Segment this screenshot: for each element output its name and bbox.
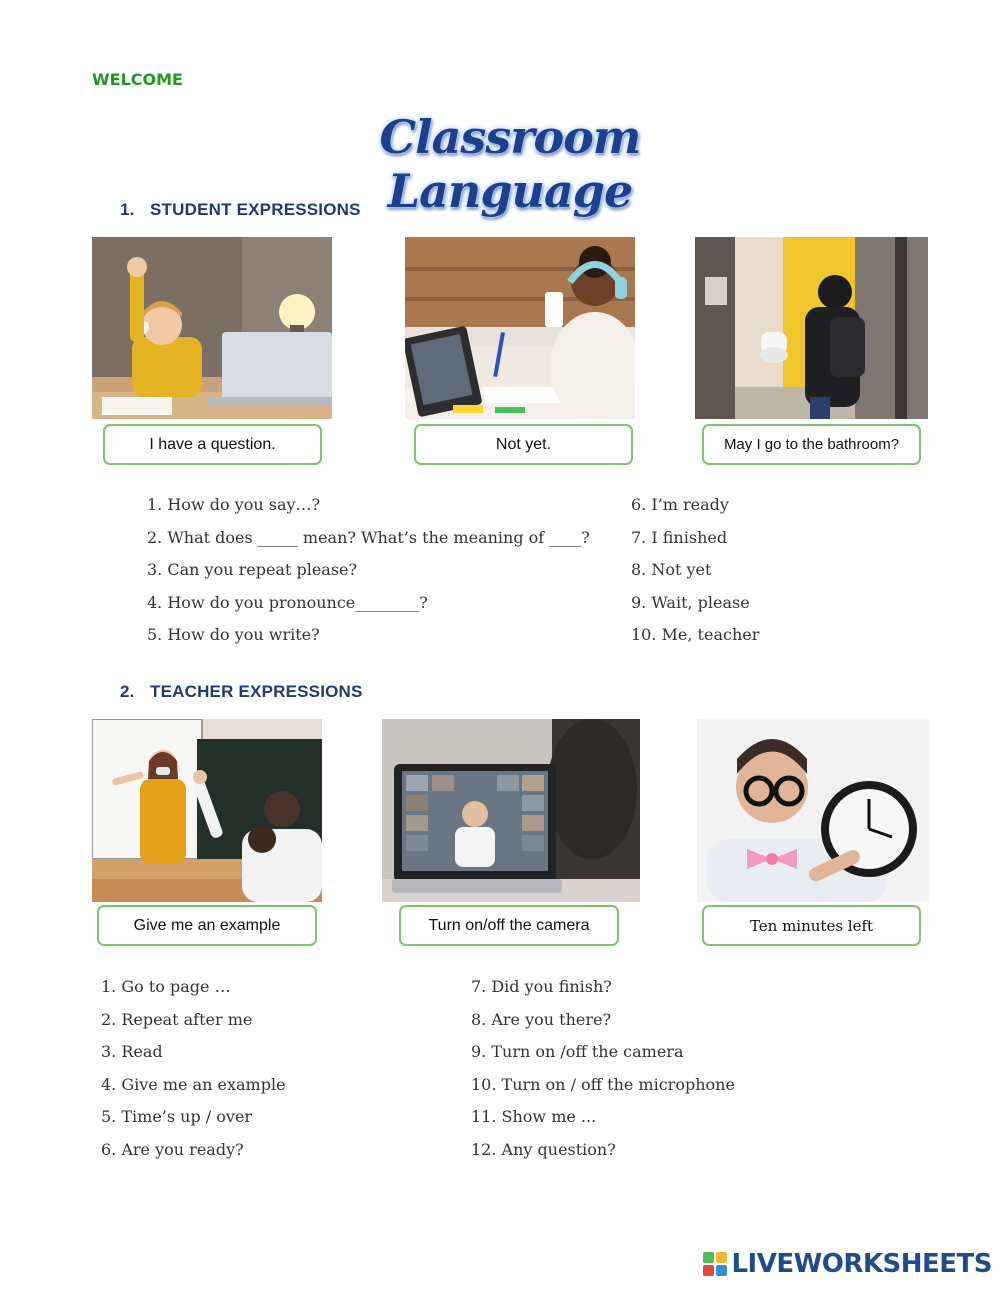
list-item: 10. Me, teacher bbox=[631, 625, 760, 644]
welcome-label: WELCOME bbox=[92, 70, 183, 89]
list-item: 9. Turn on /off the camera bbox=[471, 1042, 684, 1061]
list-item: 7. Did you finish? bbox=[471, 977, 612, 996]
list-item: 1. How do you say…? bbox=[147, 495, 321, 514]
page-title: Classroom Language bbox=[379, 110, 641, 218]
student-expressions-list-right bbox=[631, 489, 759, 652]
photo-girl-writing-with-tablet bbox=[405, 237, 635, 419]
list-item: 6. Are you ready? bbox=[101, 1139, 244, 1159]
list-item: 11. Show me ... bbox=[471, 1107, 597, 1126]
caption-give-me-an-example: Give me an example bbox=[97, 905, 317, 946]
liveworksheets-logo bbox=[703, 1249, 992, 1279]
list-item: 4. Give me an example bbox=[101, 1074, 286, 1094]
caption-i-have-a-question: I have a question. bbox=[103, 424, 322, 465]
list-item: 9. Wait, please bbox=[631, 592, 750, 612]
section-2-title: TEACHER EXPRESSIONS bbox=[150, 682, 363, 701]
list-item: 12. Any question? bbox=[471, 1139, 616, 1159]
section-2-number: 2. bbox=[120, 682, 135, 701]
list-item: 3. Read bbox=[101, 1042, 163, 1061]
list-item: 8. Not yet bbox=[631, 560, 712, 579]
list-item: 7. I finished bbox=[631, 527, 728, 547]
photo-man-with-clock bbox=[697, 719, 929, 902]
list-item: 2. What does _____ mean? What’s the meaning of ____? bbox=[147, 527, 590, 547]
caption-may-i-go-to-the-bathroom: May I go to the bathroom? bbox=[702, 424, 921, 465]
liveworksheets-logo-icon bbox=[703, 1252, 727, 1276]
list-item: 4. How do you pronounce________? bbox=[147, 592, 428, 612]
liveworksheets-logo-text: LIVEWORKSHEETS bbox=[731, 1249, 992, 1279]
section-1-number: 1. bbox=[120, 200, 135, 219]
caption-not-yet: Not yet. bbox=[414, 424, 633, 465]
list-item: 10. Turn on / off the microphone bbox=[471, 1074, 735, 1094]
photo-teacher-in-classroom bbox=[92, 719, 322, 902]
student-expressions-list-left bbox=[147, 489, 590, 652]
caption-turn-on-off-the-camera: Turn on/off the camera bbox=[399, 905, 619, 946]
list-item: 8. Are you there? bbox=[471, 1009, 612, 1029]
photo-student-raising-hand bbox=[92, 237, 332, 419]
teacher-expressions-list-right bbox=[471, 971, 735, 1166]
list-item: 3. Can you repeat please? bbox=[147, 560, 358, 579]
list-item: 1. Go to page … bbox=[101, 977, 231, 996]
caption-ten-minutes-left: Ten minutes left bbox=[702, 905, 921, 946]
section-1-heading bbox=[120, 200, 361, 220]
section-2-heading bbox=[120, 682, 363, 702]
photo-video-call-laptop bbox=[382, 719, 640, 902]
section-1-title: STUDENT EXPRESSIONS bbox=[150, 200, 361, 219]
list-item: 2. Repeat after me bbox=[101, 1009, 253, 1029]
photo-student-at-bathroom-door bbox=[695, 237, 928, 419]
list-item: 5. Time’s up / over bbox=[101, 1107, 253, 1126]
list-item: 5. How do you write? bbox=[147, 625, 320, 644]
teacher-expressions-list-left bbox=[101, 971, 286, 1166]
list-item: 6. I’m ready bbox=[631, 495, 729, 514]
